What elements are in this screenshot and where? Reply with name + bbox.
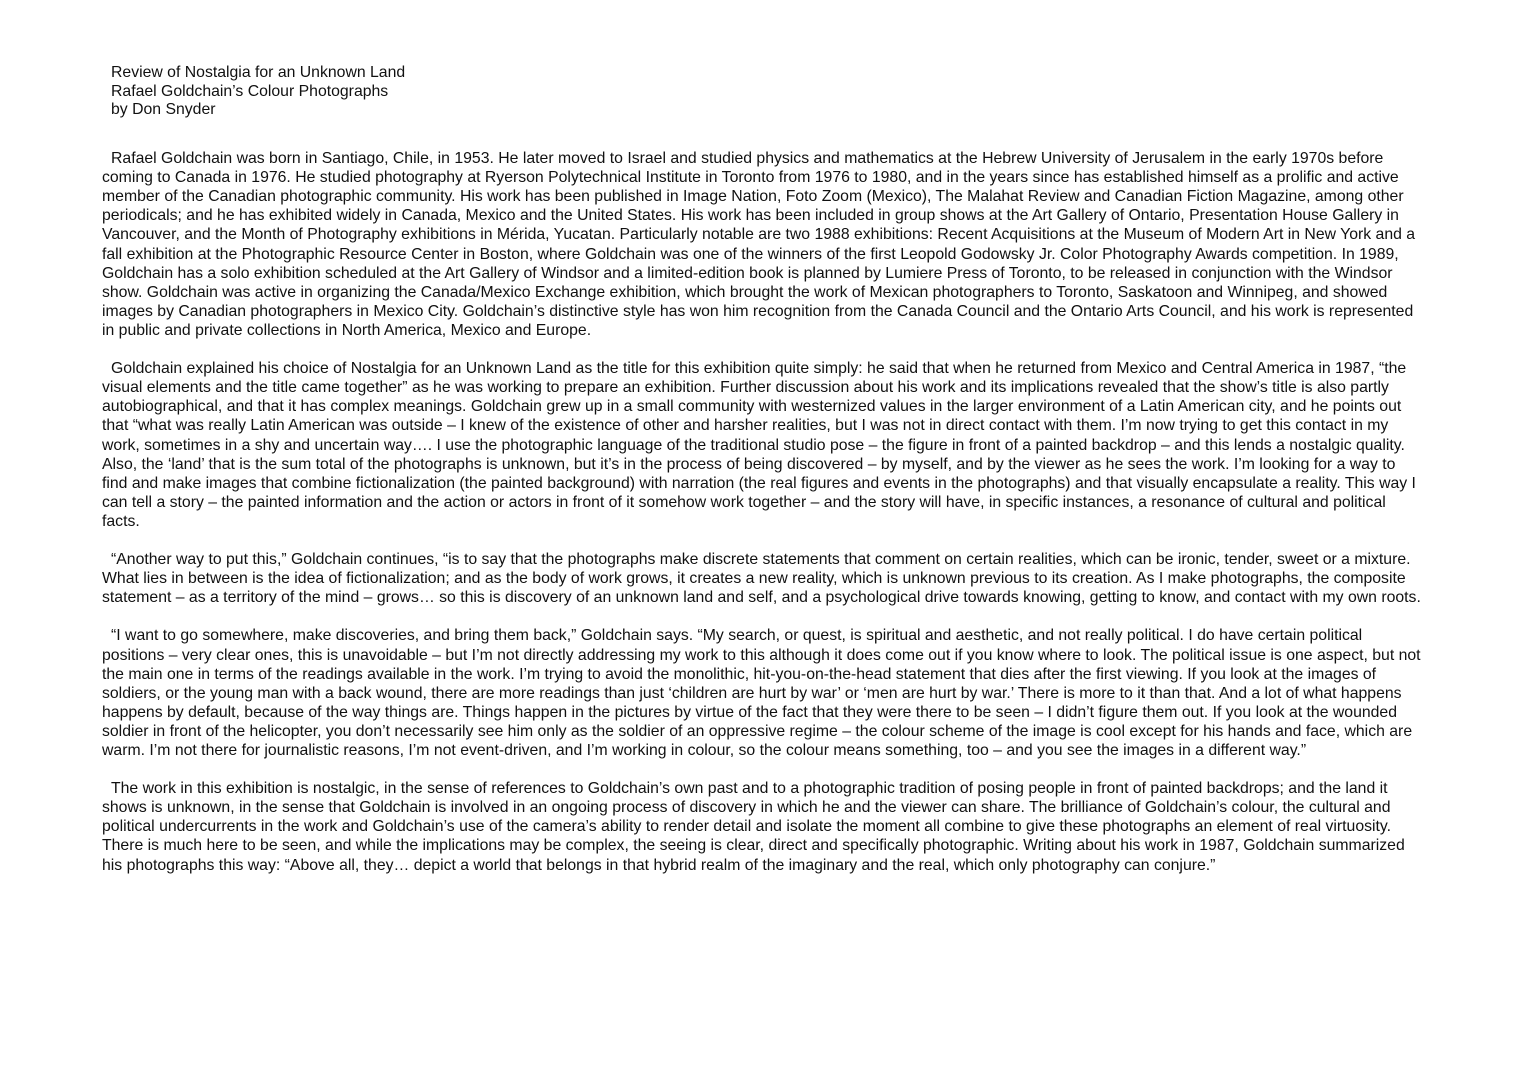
document-byline: by Don Snyder <box>111 101 216 119</box>
article-body <box>102 149 1424 875</box>
paragraph-5: The work in this exhibition is nostalgic, in the sense of references to Goldchain’s own past and to a photographic tradition of posing people in front of painted backdrops; and the land it shows is unknown, in the sense that Goldchain is involved in an ongoing process of discovery in which he and the viewer can share. The brilliance of Goldchain’s colour, the cultural and political undercurrents in the work and Goldchain’s use of the camera’s ability to render detail and isolate the moment all combine to give these photographs an element of real virtuosity. There is much here to be seen, and while the implications may be complex, the seeing is clear, direct and specifically photographic. Writing about his work in 1987, Goldchain summarized his photographs this way: “Above all, they… depict a world that belongs in that hybrid realm of the imaginary and the real, which only photography can conjure.” <box>102 780 1405 874</box>
paragraph-3: “Another way to put this,” Goldchain continues, “is to say that the photographs make discrete statements that comment on certain realities, which can be ironic, tender, sweet or a mixture. What lies in between is the idea of fictionalization; and as the body of work grows, it creates a new reality, which is unknown previous to its creation. As I make photographs, the composite statement – as a territory of the mind – grows… so this is discovery of an unknown land and self, and a psychological drive towards knowing, getting to know, and contact with my own roots. <box>102 551 1421 607</box>
document-header <box>102 64 1424 120</box>
document-page <box>102 64 1424 894</box>
paragraph-2: Goldchain explained his choice of Nostalgia for an Unknown Land as the title for this exhibition quite simply: he said that when he returned from Mexico and Central America in 1987, “the visual elements and the title came together” as he was working to prepare an exhibition. Further discussion about his work and its implications revealed that the show’s title is also partly autobiographical, and that it has complex meanings. Goldchain grew up in a small community with westernized values in the larger environment of a Latin American city, and he points out that “what was really Latin American was outside – I knew of the existence of other and harsher realities, but I was not in direct contact with them. I’m now trying to get this contact in my work, sometimes in a shy and uncertain way…. I use the photographic language of the traditional studio pose – the figure in front of a painted backdrop – and this lends a nostalgic quality. Also, the ‘land’ that is the sum total of the photographs is unknown, but it’s in the process of being discovered – by myself, and by the viewer as he sees the work. I’m looking for a way to find and make images that combine fictionalization (the painted background) with narration (the real figures and events in the photographs) and that visually encapsulate a reality. This way I can tell a story – the painted information and the action or actors in front of it somehow work together – and the story will have, in specific instances, a resonance of cultural and political facts. <box>102 360 1416 530</box>
paragraph-4: “I want to go somewhere, make discoveries, and bring them back,” Goldchain says. “My search, or quest, is spiritual and aesthetic, and not really political. I do have certain political positions – very clear ones, this is unavoidable – but I’m not directly addressing my work to this although it does come out if you know where to look. The political issue is one aspect, but not the main one in terms of the readings available in the work. I’m trying to avoid the monolithic, hit-you-on-the-head statement that dies after the first viewing. If you look at the images of soldiers, or the young man with a back wound, there are more readings than just ‘children are hurt by war’ or ‘men are hurt by war.’ There is more to it than that. And a lot of what happens happens by default, because of the way things are. Things happen in the pictures by virtue of the fact that they were there to be seen – I didn’t figure them out. If you look at the wounded soldier in front of the helicopter, you don’t necessarily see him only as the soldier of an oppressive regime – the colour scheme of the image is cool except for his hands and face, which are warm. I’m not there for journalistic reasons, I’m not event-driven, and I’m working in colour, so the colour means something, too – and you see the images in a different way.” <box>102 627 1421 760</box>
paragraph-1: Rafael Goldchain was born in Santiago, Chile, in 1953. He later moved to Israel and studied physics and mathematics at the Hebrew University of Jerusalem in the early 1970s before coming to Canada in 1976. He studied photography at Ryerson Polytechnical Institute in Toronto from 1976 to 1980, and in the years since has established himself as a prolific and active member of the Canadian photographic community. His work has been published in Image Nation, Foto Zoom (Mexico), The Malahat Review and Canadian Fiction Magazine, among other periodicals; and he has exhibited widely in Canada, Mexico and the United States. His work has been included in group shows at the Art Gallery of Ontario, Presentation House Gallery in Vancouver, and the Month of Photography exhibitions in Mérida, Yucatan. Particularly notable are two 1988 exhibitions: Recent Acquisitions at the Museum of Modern Art in New York and a fall exhibition at the Photographic Resource Center in Boston, where Goldchain was one of the winners of the first Leopold Godowsky Jr. Color Photography Awards competition. In 1989, Goldchain has a solo exhibition scheduled at the Art Gallery of Windsor and a limited-edition book is planned by Lumiere Press of Toronto, to be released in conjunction with the Windsor show. Goldchain was active in organizing the Canada/Mexico Exchange exhibition, which brought the work of Mexican photographers to Toronto, Saskatoon and Winnipeg, and showed images by Canadian photographers in Mexico City. Goldchain’s distinctive style has won him recognition from the Canada Council and the Ontario Arts Council, and his work is represented in public and private collections in North America, Mexico and Europe. <box>102 150 1416 339</box>
document-subtitle: Rafael Goldchain’s Colour Photographs <box>111 82 389 100</box>
document-title: Review of Nostalgia for an Unknown Land <box>111 64 406 81</box>
